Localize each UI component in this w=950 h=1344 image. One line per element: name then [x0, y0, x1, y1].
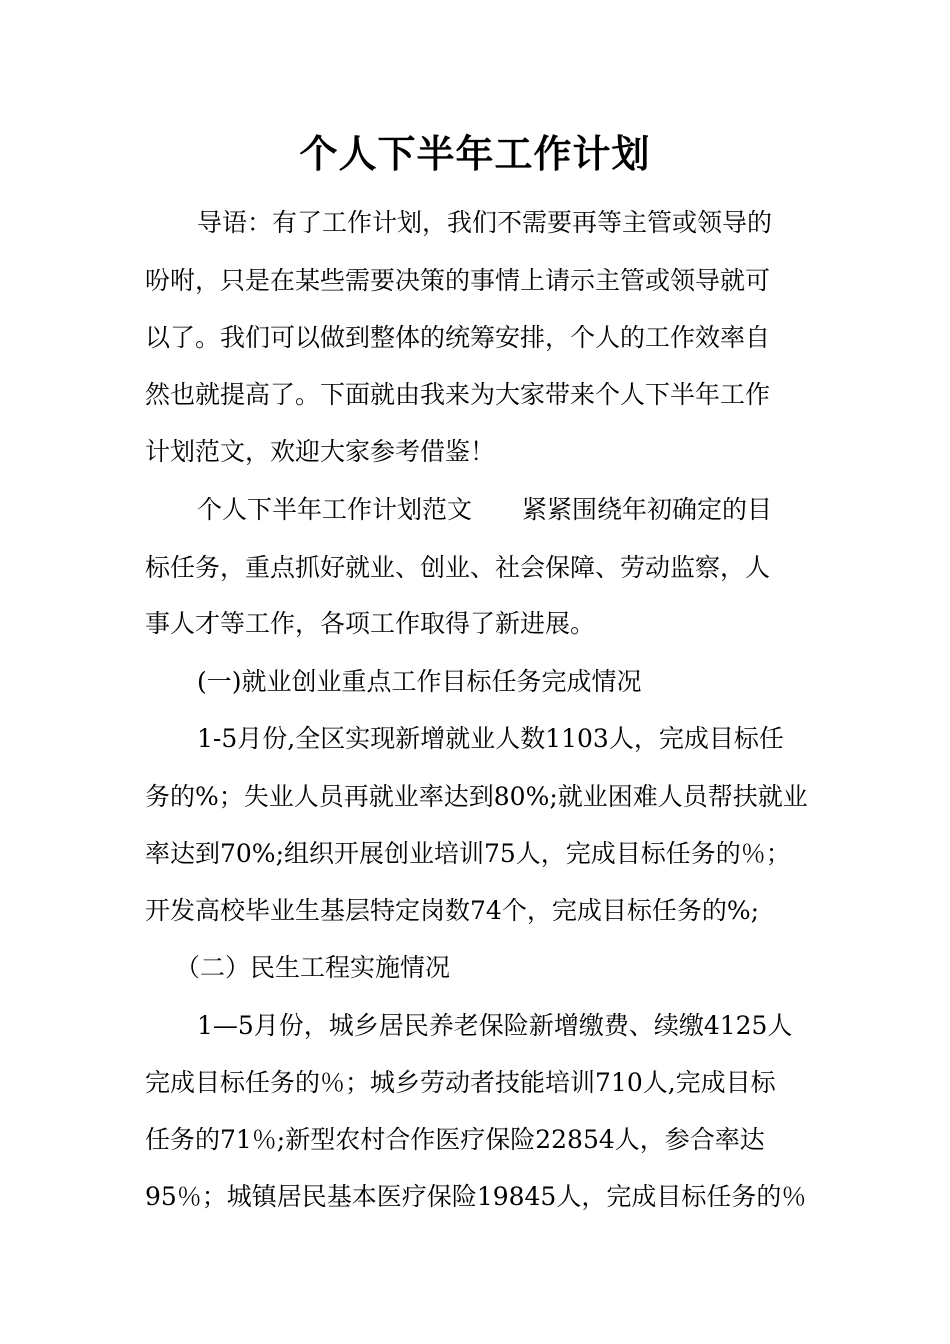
paragraph-line: 个人下半年工作计划范文 紧紧围绕年初确定的目	[197, 495, 773, 524]
paragraph-line: 导语：有了工作计划，我们不需要再等主管或领导的	[197, 208, 773, 237]
paragraph-line: 开发高校毕业生基层特定岗数74个，完成目标任务的%;	[145, 896, 759, 925]
document-title: 个人下半年工作计划	[299, 131, 651, 176]
paragraph-line: 计划范文，欢迎大家参考借鉴！	[145, 437, 496, 466]
paragraph-line: 完成目标任务的％；城乡劳动者技能培训710人,完成目标	[145, 1068, 776, 1097]
paragraph-line: 然也就提高了。下面就由我来为大家带来个人下半年工作	[145, 380, 771, 409]
paragraph-line: 1—5月份，城乡居民养老保险新增缴费、续缴4125人	[197, 1011, 793, 1040]
paragraph-line: 95％；城镇居民基本医疗保险19845人，完成目标任务的％	[145, 1182, 807, 1211]
paragraph-line: 以了。我们可以做到整体的统筹安排，个人的工作效率自	[145, 323, 771, 352]
section-heading: (一)就业创业重点工作目标任务完成情况	[197, 667, 642, 696]
paragraph-line: 务的%；失业人员再就业率达到80%;就业困难人员帮扶就业	[145, 782, 808, 811]
paragraph-line: 率达到70%;组织开展创业培训75人，完成目标任务的％；	[145, 839, 791, 868]
paragraph-line: 吩咐，只是在某些需要决策的事情上请示主管或领导就可	[145, 266, 771, 295]
paragraph-line: 标任务，重点抓好就业、创业、社会保障、劳动监察，人	[145, 553, 771, 582]
paragraph-line: 任务的71％;新型农村合作医疗保险22854人，参合率达	[145, 1125, 765, 1154]
paragraph-line: 1-5月份,全区实现新增就业人数1103人，完成目标任	[197, 724, 784, 753]
paragraph-line: 事人才等工作，各项工作取得了新进展。	[145, 609, 596, 638]
section-heading: （二）民生工程实施情况	[175, 953, 451, 982]
